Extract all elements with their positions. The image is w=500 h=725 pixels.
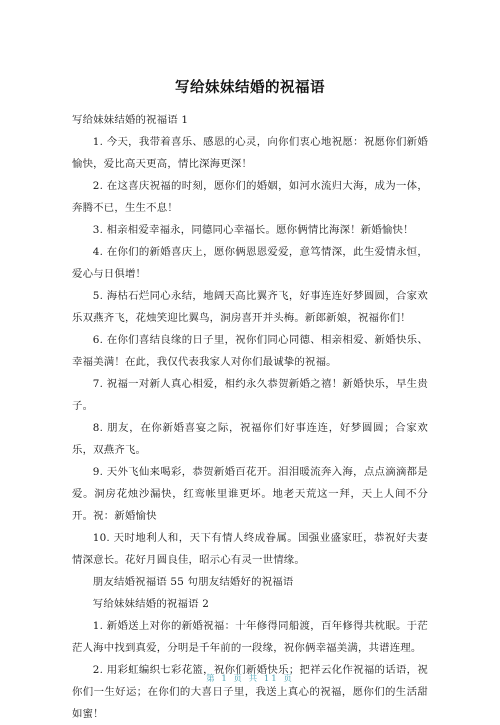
related-article-link[interactable]: 朋友结婚祝福语 55 句朋友结婚好的祝福语 (92, 576, 294, 588)
paragraph: 2. 用彩虹编织七彩花篮，祝你们新婚快乐；把祥云化作祝福的话语，祝你们一生好运；在你们的大喜日子里，我送上真心的祝福，愿你们的生活甜如蜜！ (72, 664, 428, 720)
paragraph: 1. 新婚送上对你的新婚祝福：十年修得同船渡，百年修得共枕眠。于茫茫人海中找到真爱，分明是千年前的一段缘，祝你俩幸福美满，共谱连理。 (72, 620, 428, 654)
paragraph: 4. 在你们的新婚喜庆上，愿你俩恩恩爱爱，意笃情深，此生爱情永恒，爱心与日俱增！ (72, 246, 428, 280)
paragraph: 10. 天时地利人和，天下有情人终成眷属。国强业盛家旺，恭祝好夫妻情深意长。花好月圆良佳，昭示心有灵一世情缘。 (72, 532, 428, 566)
paragraph: 3. 相亲相爱幸福永，同德同心幸福长。愿你俩情比海深！新婚愉快！ (92, 224, 414, 236)
paragraph: 9. 天外飞仙来喝彩，恭贺新婚百花开。泪泪暖流奔入海，点点滴滴都是爱。洞房花烛沙漏快，红鸾帐里谁更坏。地老天荒这一拜，天上人间不分开。祝：新婚愉快 (72, 466, 428, 522)
paragraph: 6. 在你们喜结良缘的日子里，祝你们同心同德、相亲相爱、新婚快乐、幸福美满！在此，我仅代表我家人对你们最诚挚的祝福。 (72, 334, 428, 368)
section-heading-1: 写给妹妹结婚的祝福语 1 (72, 114, 189, 126)
page-number-footer: 第 1 页 共 11 页 (206, 674, 294, 684)
paragraph: 5. 海枯石烂同心永结，地阔天高比翼齐飞，好事连连好梦圆圆，合家欢乐双燕齐飞，花烛笑迎比翼鸟，洞房喜开并头梅。新郎新娘，祝福你们！ (72, 290, 428, 324)
section-heading-2: 写给妹妹结婚的祝福语 2 (92, 598, 210, 610)
document-title: 写给妹妹结婚的祝福语 (175, 80, 325, 96)
paragraph: 1. 今天，我带着喜乐、感恩的心灵，向你们衷心地祝愿：祝愿你们新婚愉快，爱比高天更高，情比深海更深！ (72, 136, 428, 170)
paragraph: 8. 朋友，在你新婚喜宴之际，祝福你们好事连连，好梦圆圆；合家欢乐，双燕齐飞。 (72, 422, 428, 456)
paragraph: 2. 在这喜庆祝福的时刻，愿你们的婚姻，如河水流归大海，成为一体，奔腾不已，生生不息！ (72, 180, 428, 214)
paragraph: 7. 祝福一对新人真心相爱，相约永久恭贺新婚之禧！新婚快乐，早生贵子。 (72, 378, 428, 412)
